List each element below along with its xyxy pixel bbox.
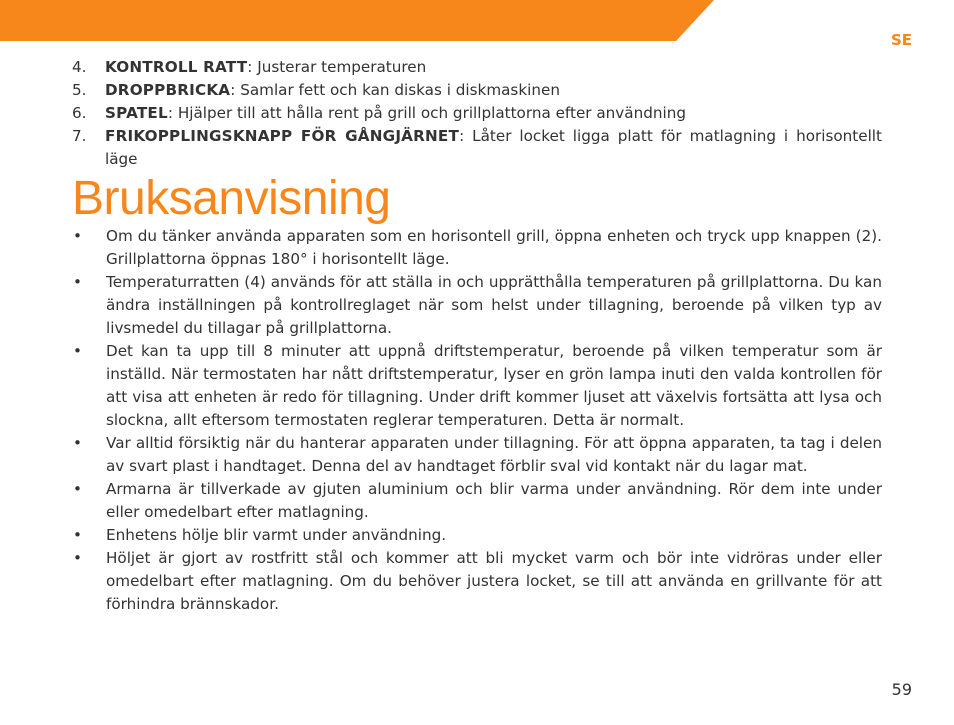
item-number: 4. [72, 58, 87, 76]
item-description: : Låter locket ligga platt för matlagning i horisontellt läge [105, 127, 882, 168]
bullet-text: Höljet är gjort av rostfritt stål och kommer att bli mycket varm och bör inte vidröras under eller omedelbart efter matlagning. Om du behöver justera locket, se till att använda en grillvante för att förhindra brännskador. [106, 549, 882, 613]
item-description: : Samlar fett och kan diskas i diskmaskinen [230, 81, 560, 99]
bullet-item [72, 524, 882, 547]
list-item [72, 79, 882, 102]
bullet-marker: • [73, 342, 82, 360]
item-term: KONTROLL RATT [105, 58, 248, 76]
bullet-text: Det kan ta upp till 8 minuter att uppnå driftstemperatur, beroende på vilken temperatur som är inställd. När termostaten har nått driftstemperatur, lyser en grön lampa inuti den valda kontrollen för att visa att enheten är redo för tillagning. Under drift kommer ljuset att växelvis fortsätta att lysa och slockna, allt eftersom termostaten reglerar temperaturen. Detta är normalt. [106, 342, 882, 429]
item-term: SPATEL [105, 104, 168, 122]
bullet-item [72, 432, 882, 478]
header-orange-band [0, 0, 954, 41]
bullet-item [72, 478, 882, 524]
instructions-bullet-list [72, 225, 882, 616]
bullet-item [72, 340, 882, 432]
bullet-text: Enhetens hölje blir varmt under användning. [106, 526, 447, 544]
bullet-text: Om du tänker använda apparaten som en horisontell grill, öppna enheten och tryck upp knappen (2). Grillplattorna öppnas 180° i horisontellt läge. [106, 227, 882, 268]
item-term: FRIKOPPLINGSKNAPP FÖR GÅNGJÄRNET [105, 127, 460, 145]
bullet-item [72, 271, 882, 340]
section-title: Bruksanvisning [72, 172, 391, 225]
item-description: : Hjälper till att hålla rent på grill och grillplattorna efter användning [167, 104, 686, 122]
list-item [72, 125, 882, 171]
item-number: 6. [72, 104, 87, 122]
bullet-marker: • [73, 273, 82, 291]
bullet-item [72, 225, 882, 271]
list-item [72, 56, 882, 79]
bullet-text: Var alltid försiktig när du hanterar apparaten under tillagning. För att öppna apparaten, ta tag i delen av svart plast i handtaget. Denna del av handtaget förblir sval vid kontakt när du lagar mat. [106, 434, 882, 475]
bullet-marker: • [73, 549, 82, 567]
language-code: SE [890, 31, 912, 49]
bullet-marker: • [73, 526, 82, 544]
numbered-parts-list [72, 56, 882, 171]
bullet-text: Armarna är tillverkade av gjuten aluminium och blir varma under användning. Rör dem inte under eller omedelbart efter matlagning. [106, 480, 882, 521]
list-item [72, 102, 882, 125]
bullet-marker: • [73, 480, 82, 498]
page-number: 59 [891, 680, 912, 699]
item-number: 7. [72, 127, 87, 145]
item-description: : Justerar temperaturen [247, 58, 427, 76]
bullet-item [72, 547, 882, 616]
item-term: DROPPBRICKA [105, 81, 231, 99]
bullet-marker: • [73, 434, 82, 452]
bullet-text: Temperaturratten (4) används för att ställa in och upprätthålla temperaturen på grillplattorna. Du kan ändra inställningen på kontrollreglaget när som helst under tillagning, beroende på vilken typ av livsmedel du tillagar på grillplattorna. [106, 273, 882, 337]
bullet-marker: • [73, 227, 82, 245]
item-number: 5. [72, 81, 87, 99]
